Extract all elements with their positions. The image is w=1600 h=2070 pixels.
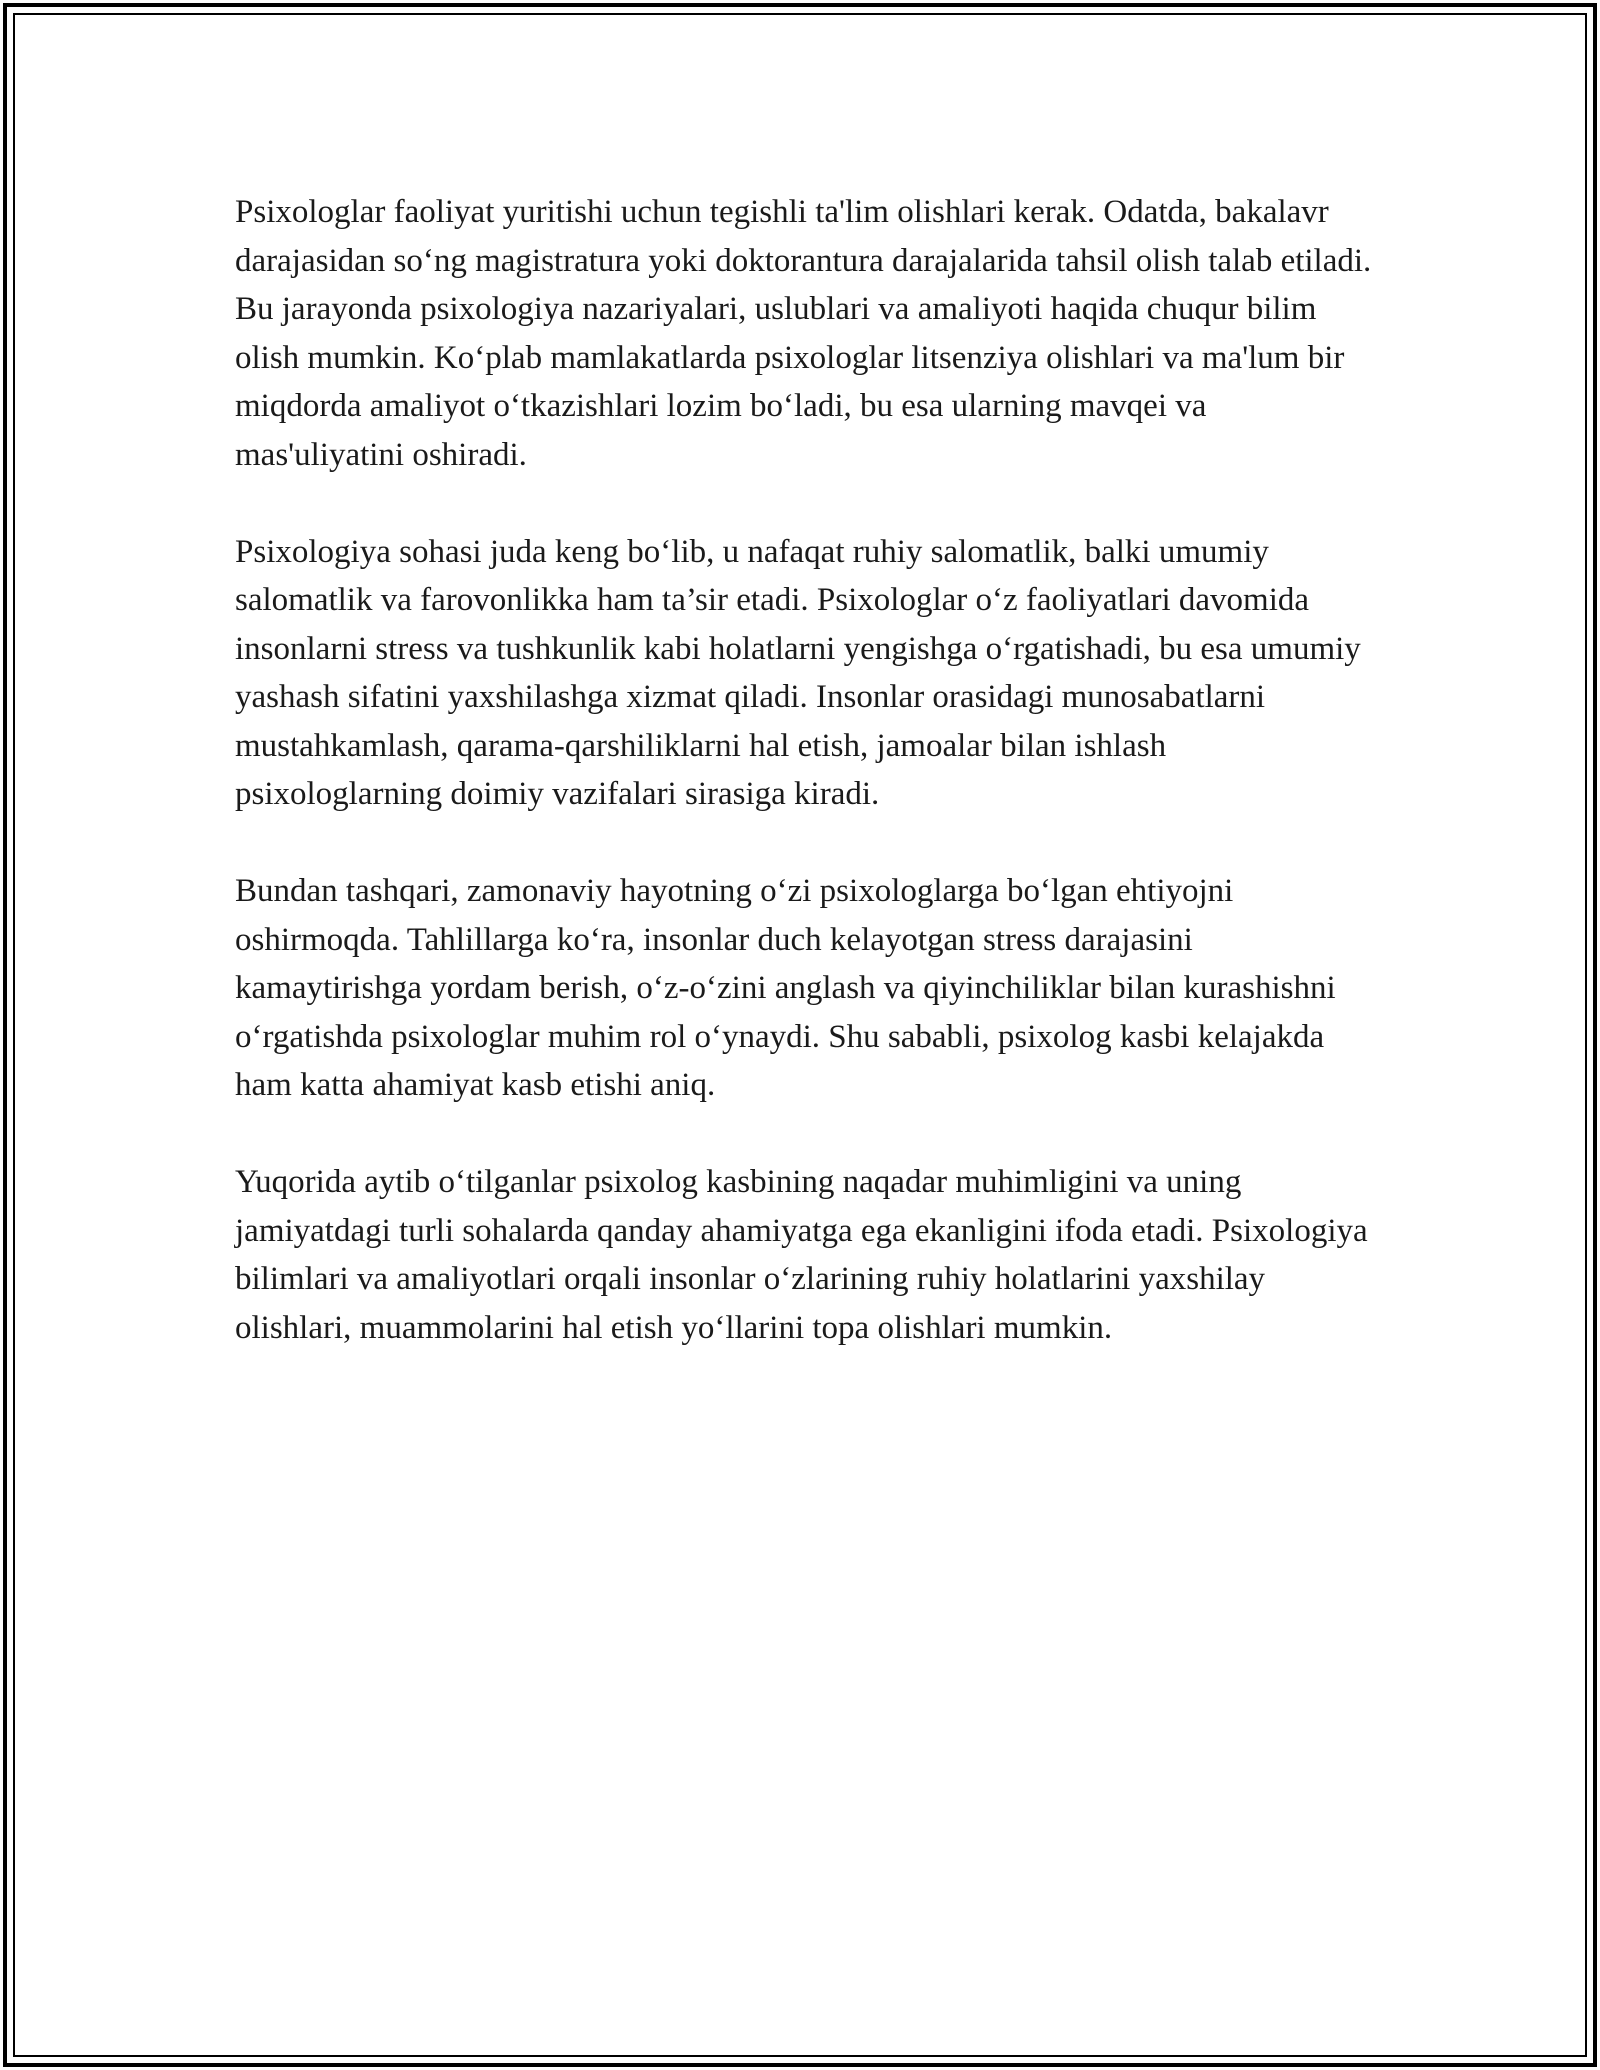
document-body xyxy=(235,188,1380,1401)
paragraph-3: Bundan tashqari, zamonaviy hayotning o‘zi psixologlarga bo‘lgan ehtiyojni oshirmoqda. Tahlillarga ko‘ra, insonlar duch kelayotgan stress darajasini kamaytirishga yordam berish, o‘z-o‘zini anglash va qiyinchiliklar bilan kurashishni o‘rgatishda psixologlar muhim rol o‘ynaydi. Shu sababli, psixolog kasbi kelajakda ham katta ahamiyat kasb etishi aniq. xyxy=(235,873,1336,1103)
paragraph-4: Yuqorida aytib o‘tilganlar psixolog kasbining naqadar muhimligini va uning jamiyatdagi turli sohalarda qanday ahamiyatga ega ekanligini ifoda etadi. Psixologiya bilimlari va amaliyotlari orqali insonlar o‘zlarining ruhiy holatlarini yaxshilay olishlari, muammolarini hal etish yo‘llarini topa olishlari mumkin. xyxy=(235,1164,1368,1346)
paragraph-1: Psixologlar faoliyat yuritishi uchun tegishli ta'lim olishlari kerak. Odatda, bakalavr darajasidan so‘ng magistratura yoki doktorantura darajalarida tahsil olish talab etiladi. Bu jarayonda psixologiya nazariyalari, uslublari va amaliyoti haqida chuqur bilim olish mumkin. Ko‘plab mamlakatlarda psixologlar litsenziya olishlari va ma'lum bir miqdorda amaliyot o‘tkazishlari lozim bo‘ladi, bu esa ularning mavqei va mas'uliyatini oshiradi. xyxy=(235,194,1372,473)
paragraph-2: Psixologiya sohasi juda keng bo‘lib, u nafaqat ruhiy salomatlik, balki umumiy salomatlik va farovonlikka ham ta’sir etadi. Psixologlar o‘z faoliyatlari davomida insonlarni stress va tushkunlik kabi holatlarni yengishga o‘rgatishadi, bu esa umumiy yashash sifatini yaxshilashga xizmat qiladi. Insonlar orasidagi munosabatlarni mustahkamlash, qarama-qarshiliklarni hal etish, jamoalar bilan ishlash psixologlarning doimiy vazifalari sirasiga kiradi. xyxy=(235,533,1361,812)
